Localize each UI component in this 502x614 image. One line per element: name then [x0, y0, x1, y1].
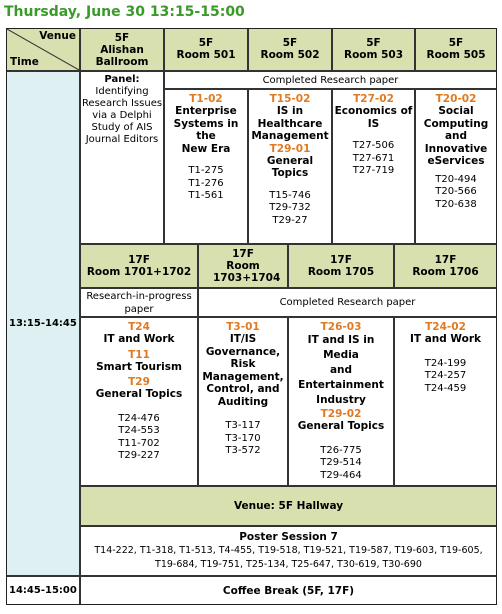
session-title-line: New Era	[181, 142, 231, 155]
paper-id: T15-746	[269, 189, 311, 201]
session-code: T11	[128, 348, 150, 361]
panel-line: Journal Editors	[85, 134, 159, 145]
paper-id: T29-514	[320, 457, 362, 468]
paper-id: T27-506	[352, 140, 395, 151]
room-name: Alishan Ballroom	[95, 44, 149, 68]
page-title: Thursday, June 30 13:15-15:00	[4, 4, 245, 20]
session-title-line: eServices	[427, 155, 485, 167]
session-code: T29	[128, 376, 150, 388]
time-header: Time	[10, 56, 39, 68]
session-title-line: Systems in the	[173, 117, 239, 142]
session-title-line: IS in	[276, 105, 304, 117]
session-title-line: Management	[251, 130, 329, 142]
paper-id: T29-27	[272, 214, 308, 226]
hallway-label: Venue: 5F Hallway	[233, 500, 344, 512]
room-name: Room 1701+1702	[86, 266, 192, 278]
session-title-line: Enterprise	[175, 105, 237, 117]
session-title-line: IT and Work	[103, 333, 175, 345]
panel-line: via a Delphi	[92, 110, 152, 121]
session-title-line: IT and Work	[409, 333, 482, 345]
rip-label-text: Research-in-progress paper	[86, 291, 192, 315]
room-name: Room 503	[343, 49, 404, 61]
paper-id: T24-257	[424, 370, 467, 381]
session-code: T27-02	[353, 93, 394, 105]
session-title-line: Smart Tourism	[96, 360, 182, 373]
room-floor: 17F	[330, 254, 352, 266]
paper-id: T27-671	[352, 152, 395, 164]
session-code: T29-02	[320, 408, 362, 420]
session-code: T29-01	[269, 142, 311, 155]
room-name: Room 1706	[412, 266, 479, 278]
session-title-line: General Topics	[297, 420, 385, 432]
session-title-line: Computing	[423, 117, 489, 130]
paper-id: T27-719	[352, 165, 395, 176]
paper-id: T24-476	[118, 412, 160, 424]
room-floor: 17F	[434, 254, 457, 266]
panel-line: Identifying	[95, 86, 149, 97]
session-title-line: Risk	[230, 358, 256, 370]
room-floor: 17F	[128, 254, 150, 266]
room-floor: 5F	[198, 37, 214, 49]
venue-header: Venue	[39, 30, 76, 42]
paper-id: T24-459	[424, 382, 467, 394]
session-title-line: IT and IS in Media	[307, 334, 375, 361]
paper-id: T29-227	[118, 450, 160, 461]
session-title-line: Control, and	[206, 383, 280, 395]
room-name: Room 501	[176, 49, 236, 61]
session-title-line: Healthcare	[257, 117, 323, 130]
session-code: T3-01	[226, 321, 260, 333]
room-floor: 5F	[282, 37, 298, 49]
session-title-line: Management,	[202, 370, 284, 383]
paper-id: T3-572	[225, 445, 261, 456]
panel-label: Panel:	[104, 74, 140, 85]
session-title-line: and	[444, 130, 468, 142]
room-name: Room 502	[260, 49, 320, 61]
session-code: T26-03	[320, 321, 362, 333]
session-title-line: and	[329, 364, 353, 376]
room-name: Room 1703+1704	[213, 260, 281, 284]
session-code: T24-02	[425, 321, 466, 333]
paper-id: T24-199	[424, 357, 467, 369]
poster-title: Poster Session 7	[239, 531, 338, 543]
paper-id: T20-566	[435, 186, 477, 197]
room-name: Room 505	[426, 49, 486, 61]
session-code: T15-02	[269, 93, 311, 105]
session-title-line: General Topics	[266, 154, 314, 179]
coffee-break-label: Coffee Break (5F, 17F)	[222, 584, 355, 597]
session-code: T24	[128, 321, 150, 333]
paper-id: T1-276	[188, 177, 224, 189]
poster-papers-line: T19-684, T19-751, T25-134, T25-647, T30-619, T30-690	[155, 559, 422, 570]
room-name: Room 1705	[307, 266, 375, 278]
paper-id: T29-732	[269, 202, 311, 213]
paper-id: T3-117	[225, 420, 261, 431]
room-floor: 5F	[366, 37, 381, 49]
paper-id: T24-553	[118, 425, 160, 436]
time-break: 14:45-15:00	[9, 585, 77, 596]
paper-id: T1-561	[188, 190, 224, 201]
time-main: 13:15-14:45	[9, 318, 77, 329]
session-title-line: General Topics	[95, 388, 183, 400]
session-title-line: IS	[367, 117, 380, 130]
completed-label-text: Completed Research paper	[279, 297, 416, 308]
room-floor: 17F	[232, 248, 254, 260]
session-title-line: Governance,	[205, 345, 281, 358]
session-code: T1-02	[189, 93, 223, 105]
completed-label-text: Completed Research paper	[262, 75, 399, 86]
session-title-line: IT/IS	[229, 333, 257, 345]
room-floor: 5F	[114, 32, 130, 44]
session-title-line: Innovative	[424, 142, 488, 155]
paper-id: T1-275	[188, 165, 224, 176]
paper-id: T20-494	[435, 173, 477, 185]
session-title-line: Economics of	[334, 105, 413, 117]
session-code: T20-02	[435, 93, 477, 105]
session-title-line: Industry	[316, 394, 366, 406]
panel-line: Research Issues	[81, 98, 163, 109]
table-frame	[6, 28, 497, 605]
paper-id: T26-775	[320, 444, 362, 456]
session-title-line: Auditing	[217, 395, 269, 408]
paper-id: T3-170	[225, 432, 261, 444]
session-title-line: Entertainment	[298, 379, 384, 391]
panel-line: Study of AIS	[91, 122, 153, 133]
paper-id: T20-638	[435, 198, 477, 210]
room-floor: 5F	[448, 37, 464, 49]
paper-id: T29-464	[320, 469, 362, 481]
paper-id: T11-702	[118, 437, 160, 449]
poster-papers-line: T14-222, T1-318, T1-513, T4-455, T19-518, T19-521, T19-587, T19-603, T19-605,	[94, 545, 483, 556]
session-title-line: Social	[438, 105, 474, 117]
